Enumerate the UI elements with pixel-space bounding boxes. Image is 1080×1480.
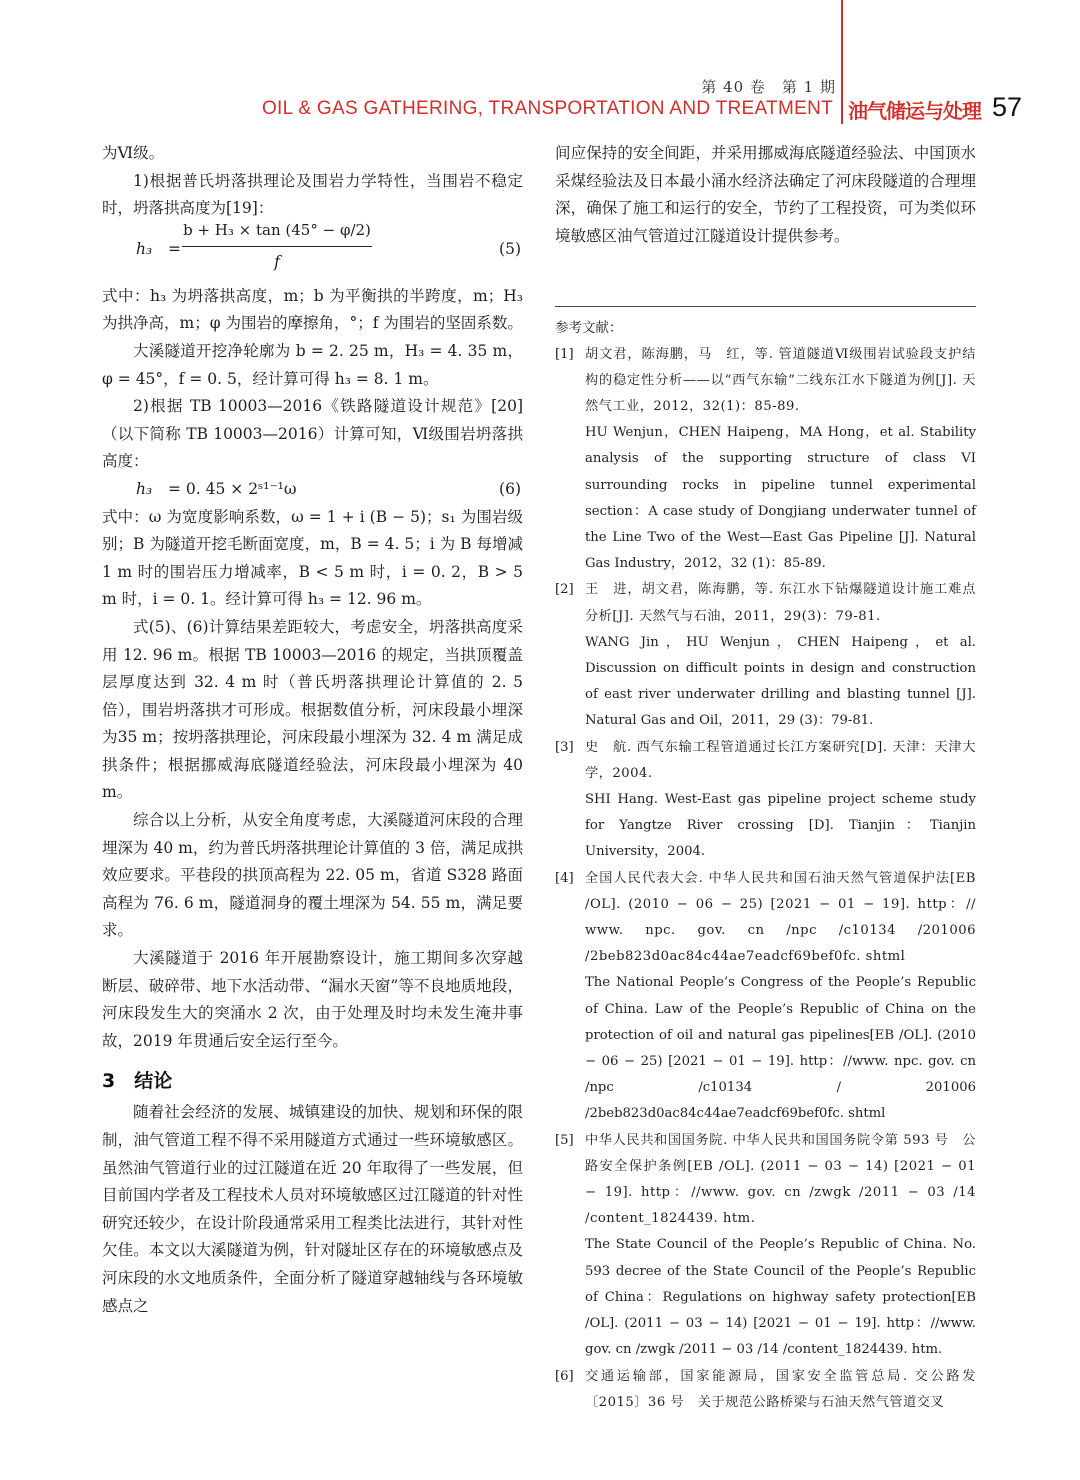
reference-number: [6]: [555, 1368, 574, 1384]
reference-number: [1]: [555, 346, 574, 362]
reference-item: [555, 577, 976, 734]
equation-lhs: h₃: [136, 479, 153, 498]
reference-number: [2]: [555, 582, 574, 598]
paragraph: 综合以上分析，从安全角度考虑，大溪隧道河床段的合理埋深为 40 m，约为普氏坍落拱理论计算值的 3 倍，满足成拱效应要求。平巷段的拱顶高程为 22. 05 m，省道 S328 路面高程为 76. 6 m，隧道洞身的覆土埋深为 54. 55 m，满足要求。: [102, 811, 523, 940]
left-column: [102, 140, 523, 1320]
equation-fraction: [182, 217, 372, 277]
reference-number: [4]: [555, 870, 574, 886]
page-number: 57: [992, 92, 1023, 122]
volume-issue: 第 40 卷 第 1 期: [701, 78, 836, 96]
reference-chinese: 王 进，胡文君，陈海鹏，等. 东江水下钻爆隧道设计施工难点分析[J]. 天然气与石油，2011，29(3)：79-81.: [585, 582, 976, 624]
paragraph: 大溪隧道于 2016 年开展勘察设计，施工期间多次穿越断层、破碎带、地下水活动带、“漏水天窗”等不良地质地段，河床段发生大的突涌水 2 次，由于处理及时均未发生淹井事故，2019 年贯通后安全运行至今。: [102, 949, 523, 1050]
reference-english: The National People’s Congress of the People’s Republic of China. Law of the People’s Republic of China on the protection of oil and natural gas pipelines[EB /OL]. (2010 − 06 − 25) [2021 − 01 − 19]. http：//www. npc. gov. cn /npc /c10134 / 201006 /2beb823d0ac84c44ae7eadcf69bef0fc. shtml: [585, 975, 976, 1122]
reference-english: The State Council of the People’s Republic of China. No. 593 decree of the State Council of the People’s Republic of China：Regulations on highway safety protection[EB /OL]. (2011 − 03 − 14) [2021 − 01 − 19]. http：//www. gov. cn /zwgk /2011 − 03 /14 /content_1824439. htm.: [585, 1237, 976, 1358]
reference-english: HU Wenjun，CHEN Haipeng，MA Hong，et al. Stability analysis of the supporting structure of class VI surrounding rocks in pipeline tunnel experimental section：A case study of Dongjiang underwater tunnel of the Line Two of the West—East Gas Pipeline [J]. Natural Gas Industry，2012，32 (1)：85-89.: [585, 425, 976, 572]
equation-5: [102, 220, 523, 283]
reference-item: [555, 1364, 976, 1416]
equation-number: (5): [499, 239, 521, 258]
reference-item: [555, 735, 976, 866]
references-list: [555, 315, 976, 1416]
reference-number: [3]: [555, 739, 574, 755]
equation-equals: =: [168, 239, 181, 258]
reference-item: [555, 866, 976, 1128]
equation-numerator: b + H₃ × tan (45° − φ/2): [183, 220, 371, 239]
paragraph: 随着社会经济的发展、城镇建设的加快、规划和环保的限制，油气管道工程不得不采用隧道方式通过一些环境敏感区。虽然油气管道行业的过江隧道在近 20 年取得了一些发展，但目前国内学者及工程技术人员对环境敏感区过江隧道的针对性研究还较少，在设计阶段通常采用工程类比法进行，其针对性欠佳。本文以大溪隧道为例，针对隧址区存在的环境敏感点及河床段的水文地质条件，全面分析了隧道穿越轴线与各环境敏感点之: [102, 1103, 523, 1315]
fraction-bar: [182, 246, 372, 247]
paragraph: 2)根据 TB 10003—2016《铁路隧道设计规范》[20]（以下简称 TB 10003—2016）计算可知，Ⅵ级围岩坍落拱高度：: [102, 397, 523, 471]
paragraph: 大溪隧道开挖净轮廓为 b = 2. 25 m，H₃ = 4. 35 m，φ = 45°，f = 0. 5，经计算可得 h₃ = 8. 1 m。: [102, 341, 523, 388]
reference-chinese: 交通运输部，国家能源局，国家安全监管总局. 交公路发〔2015〕36 号 关于规范公路桥梁与石油天然气管道交叉: [585, 1368, 976, 1410]
journal-title-chinese: 油气储运与处理: [848, 99, 981, 123]
section-heading: 3 结论: [102, 1070, 173, 1093]
references-title: 参考文献：: [555, 320, 623, 337]
header-divider-line: [841, 0, 843, 124]
reference-item: [555, 1128, 976, 1364]
reference-number: [5]: [555, 1132, 574, 1148]
paragraph: 间应保持的安全间距，并采用挪威海底隧道经验法、中国顶水采煤经验法及日本最小涌水经济法确定了河床段隧道的合理埋深，确保了施工和运行的安全，节约了工程投资，可为类似环境敏感区油气管道过江隧道设计提供参考。: [555, 144, 976, 245]
paragraph: 式(5)、(6)计算结果差距较大，考虑安全，坍落拱高度采用 12. 96 m。根据 TB 10003—2016 的规定，当拱顶覆盖层厚度达到 32. 4 m 时（普氏坍落拱理论计算值的 2. 5 倍），围岩坍落拱才可形成。根据数值分析，河床段最小埋深为35 m；按坍落拱理论，河床段最小埋深为 32. 4 m 满足成拱条件；根据挪威海底隧道经验法，河床段最小埋深为 40 m。: [102, 617, 523, 802]
paragraph: 式中：ω 为宽度影响系数，ω = 1 + i (B − 5)；s₁ 为围岩级别；B 为隧道开挖毛断面宽度，m，B = 4. 5；i 为 B 每增减 1 m 时的围岩压力增减率，B < 5 m 时，i = 0. 2，B > 5 m 时，i = 0. 1。经计算可得 h₃ = 12. 96 m。: [102, 507, 523, 609]
right-column: [555, 140, 976, 1416]
equation-expression: = 0. 45 × 2ˢ¹⁻¹ω: [168, 479, 297, 498]
reference-chinese: 胡文君，陈海鹏，马 红，等. 管道隧道Ⅵ级围岩试验段支护结构的稳定性分析——以“西气东输”二线东江水下隧道为例[J]. 天然气工业，2012，32(1)：85-89.: [585, 346, 976, 414]
equation-number: (6): [499, 479, 521, 498]
reference-chinese: 史 航. 西气东输工程管道通过长江方案研究[D]. 天津：天津大学，2004.: [585, 739, 976, 781]
equation-denominator: f: [274, 253, 280, 272]
reference-english: SHI Hang. West-East gas pipeline project scheme study for Yangtze River crossing [D]. Tianjin：Tianjin University，2004.: [585, 792, 976, 860]
paragraph: 1)根据普氏坍落拱理论及围岩力学特性，当围岩不稳定时，坍落拱高度为[19]：: [102, 171, 523, 218]
equation-lhs: h₃: [136, 239, 153, 258]
paragraph: 为Ⅵ级。: [102, 144, 165, 162]
reference-english: WANG Jin，HU Wenjun，CHEN Haipeng，et al. Discussion on difficult points in design and construction of east river underwater drilling and blasting tunnel [J]. Natural Gas and Oil，2011，29 (3)：79-81.: [585, 634, 976, 729]
equation-6: [102, 476, 523, 504]
references-divider: [555, 306, 976, 307]
journal-title-english: OIL & GAS GATHERING, TRANSPORTATION AND TREATMENT: [261, 98, 833, 119]
reference-chinese: 全国人民代表大会. 中华人民共和国石油天然气管道保护法[EB /OL]. (2010 − 06 − 25) [2021 − 01 − 19]. http：// www. npc. gov. cn /npc /c10134 /201006 /2beb823d0ac84c44ae7eadcf69bef0fc. shtml: [585, 870, 976, 965]
reference-item: [555, 342, 976, 578]
paragraph: 式中：h₃ 为坍落拱高度，m；b 为平衡拱的半跨度，m；H₃ 为拱净高，m；φ 为围岩的摩擦角，°；f 为围岩的坚固系数。: [102, 286, 523, 333]
reference-chinese: 中华人民共和国国务院. 中华人民共和国国务院令第 593 号 公路安全保护条例[EB /OL]. (2011 − 03 − 14) [2021 − 01 − 19]. http：//www. gov. cn /zwgk /2011 − 03 /14 /content_1824439. htm.: [585, 1132, 976, 1227]
